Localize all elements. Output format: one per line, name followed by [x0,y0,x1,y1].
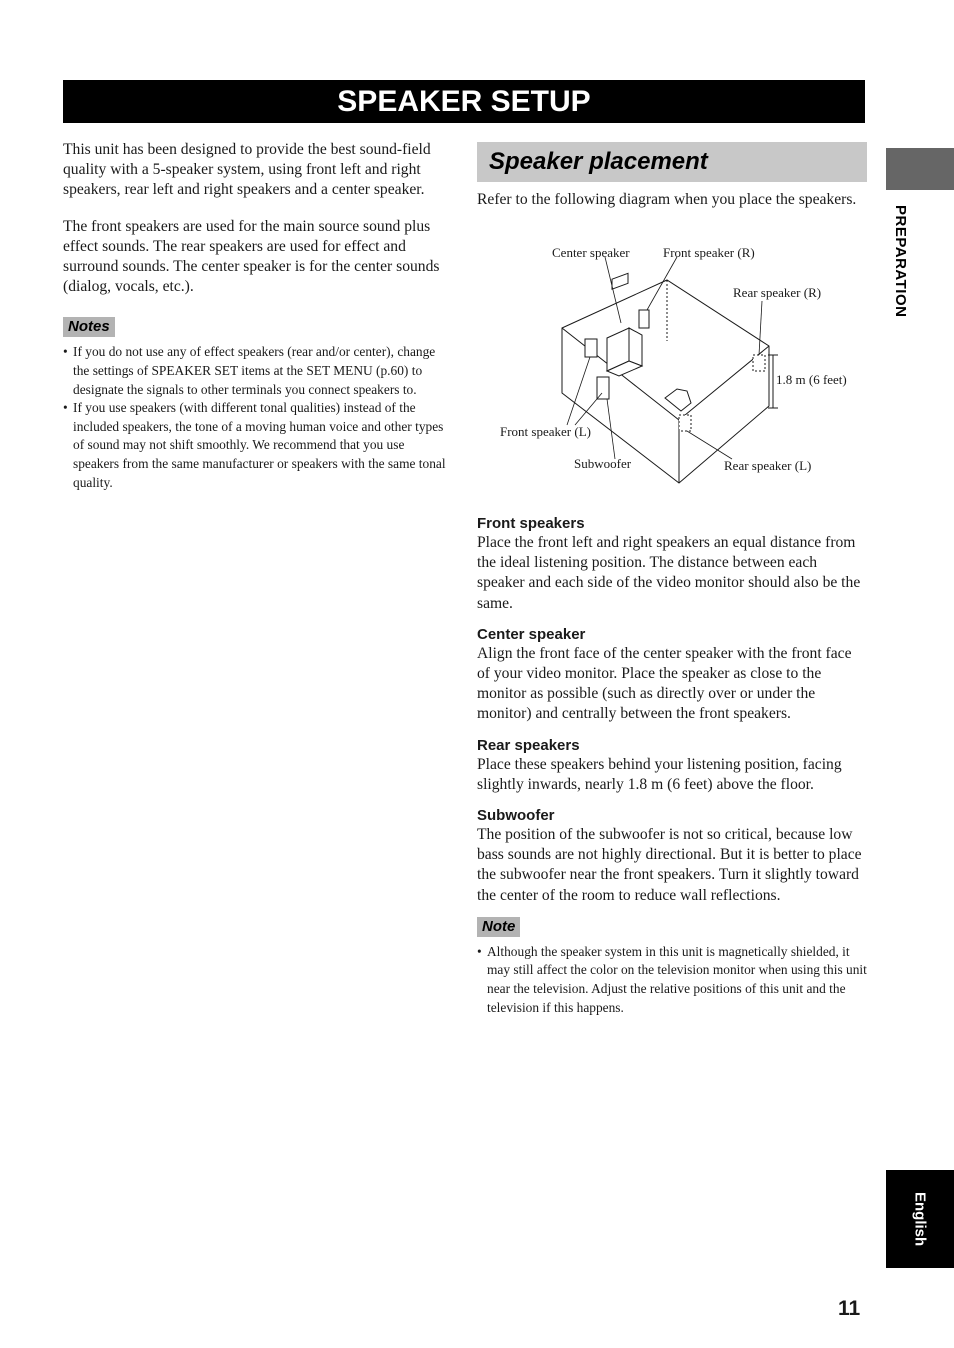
label-height: 1.8 m (6 feet) [776,372,847,387]
page-title: SPEAKER SETUP [63,80,865,123]
center-speaker-text: Align the front face of the center speaker with the front face of your video monitor. Place the speaker as close to the monitor as possible (such as directly over or under the monitor) and centrally between the front speakers. [477,644,852,723]
label-subwoofer: Subwoofer [574,456,632,471]
note-item: • If you do not use any of effect speakers (rear and/or center), change the settings of SPEAKER SET items at the SET MENU (p.60) to designate the signals to other terminals you connect speakers to. [63,343,453,399]
label-front-speaker-r: Front speaker (R) [663,245,755,260]
placement-sections [477,514,867,1017]
note-item: • Although the speaker system in this unit is magnetically shielded, it may still affect the color on the television monitor when using this unit near the television. Adjust the relative positions of this unit and the television if this happens. [477,943,867,1017]
rear-speaker-r-icon [753,355,765,371]
page-number: 11 [838,1297,861,1320]
subwoofer-heading: Subwoofer [477,807,555,825]
rear-speakers-text: Place these speakers behind your listening position, facing slightly inwards, nearly 1.8 m (6 feet) above the floor. [477,755,842,793]
center-speaker-icon [612,273,628,289]
room-outline [562,280,769,483]
tv-monitor [607,273,642,376]
notes-list [63,343,453,492]
speaker-placement-diagram [497,243,857,493]
label-rear-speaker-l: Rear speaker (L) [724,458,812,473]
note-item: • If you use speakers (with different tonal qualities) instead of the included speakers, the tone of a moving human voice and other types of sound may not shift smoothly. We recommend that you use speakers from the same manufacturer or speakers with the same tonal quality. [63,399,453,492]
listener-chair-icon [665,389,691,411]
note-list [477,943,867,1017]
placement-intro: Refer to the following diagram when you place the speakers. [477,191,857,208]
front-speakers-heading: Front speakers [477,515,585,532]
front-speakers-text: Place the front left and right speakers an equal distance from the ideal listening position. The distance between each speaker and each side of the video monitor should also be the same. [477,534,861,612]
label-front-speaker-l: Front speaker (L) [500,424,591,439]
front-speaker-l-icon [585,339,597,357]
label-center-speaker: Center speaker [552,245,630,260]
notes-label: Notes [63,317,115,337]
intro-paragraph-2: The front speakers are used for the main source sound plus effect sounds. The rear speakers are used for effect and surround sounds. The center speaker is for the center sounds (dialog, vocals, etc.). [63,217,440,296]
right-column [477,142,867,210]
section-tab-marker [886,148,954,190]
section-heading: Speaker placement [477,142,867,182]
note-label: Note [477,917,520,937]
language-label: English [911,1191,929,1247]
left-column [63,140,453,492]
rear-speaker-l-icon [679,415,691,431]
front-speaker-r-icon [639,310,649,328]
language-tab [886,1170,954,1268]
rear-speakers-heading: Rear speakers [477,736,580,754]
label-rear-speaker-r: Rear speaker (R) [733,285,822,300]
subwoofer-icon [597,377,609,399]
subwoofer-text: The position of the subwoofer is not so critical, because low bass sounds are not highly directional. But it is better to place the subwoofer near the front speakers. Turn it slightly toward the center of the room to reduce wall reflections. [477,826,862,904]
side-label-preparation: PREPARATION [892,205,909,318]
center-speaker-heading: Center speaker [477,625,586,643]
intro-paragraph-1: This unit has been designed to provide the best sound-field quality with a 5-speaker system, using front left and right speakers, rear left and right speakers and a center speaker. [63,141,431,199]
